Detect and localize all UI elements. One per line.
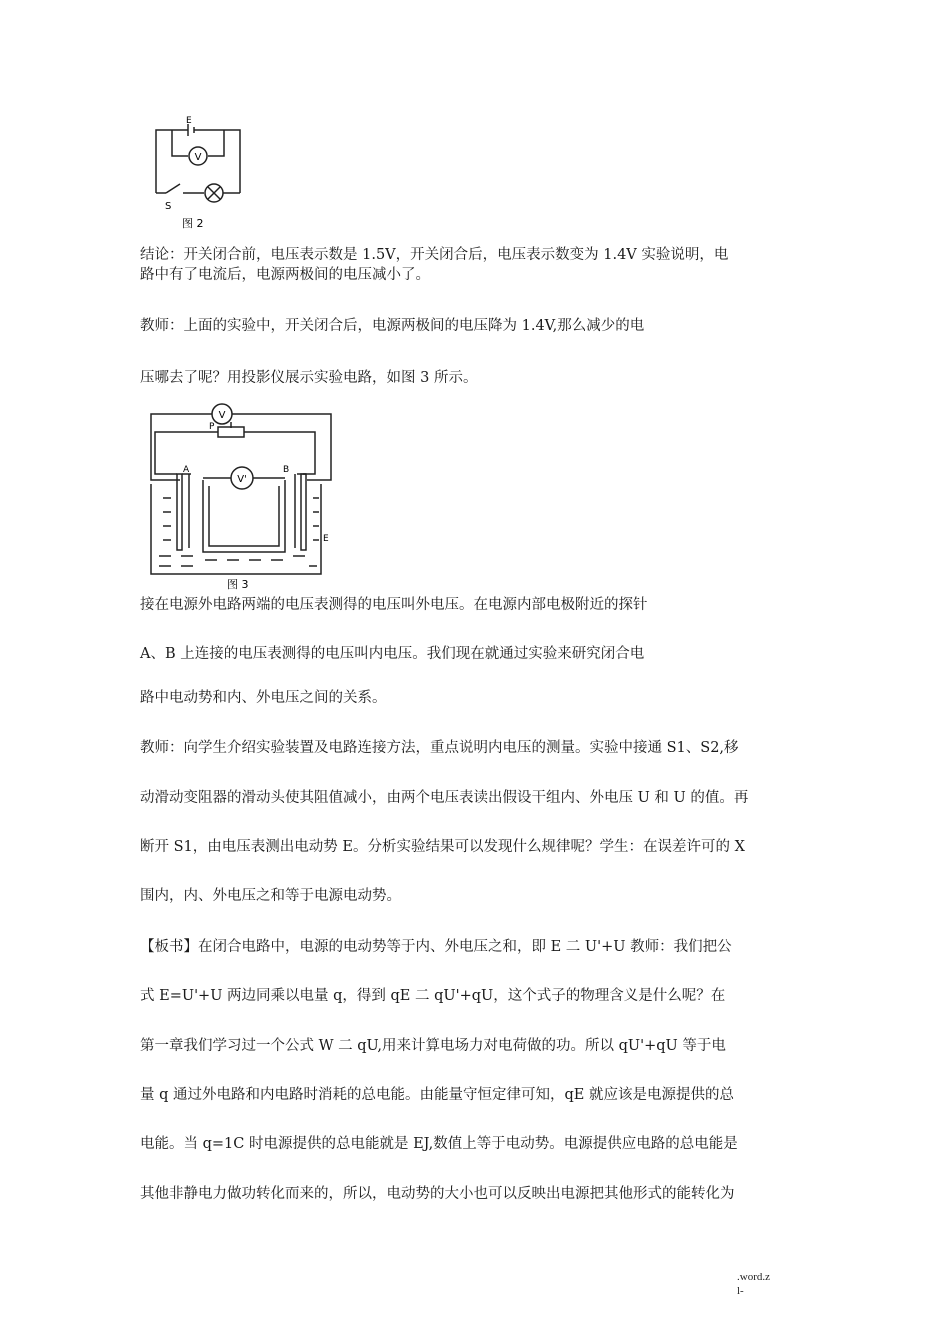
probe-label-B: B [283,465,290,475]
teacher-procedure-line-1: 教师：向学生介绍实验装置及电路连接方法，重点说明内电压的测量。实验中接通 S1、S2,移 [140,740,739,756]
definition-line-3: 路中电动势和内、外电压之间的关系。 [140,690,387,706]
top-voltmeter-label: V [218,410,226,421]
middle-voltmeter-label: V' [237,474,247,485]
voltmeter-label: V [194,152,202,163]
circuit-diagram-2 [150,115,250,235]
definition-line-2: A、B 上连接的电压表测得的电压叫内电压。我们现在就通过实验来研究闭合电 [140,646,645,662]
student-answer-line: 围内，内、外电压之和等于电源电动势。 [140,888,401,904]
source-label-E: E [323,534,329,544]
teacher-procedure-line-2: 动滑动变阻器的滑动头使其阻值减小，由两个电压表读出假设干组内、外电压 U 和 U 的值。再 [140,790,749,806]
board-note-line-6: 其他非静电力做功转化而来的，所以，电动势的大小也可以反映出电源把其他形式的能转化为 [140,1186,735,1202]
battery-label: E [186,116,192,126]
conclusion-line-1: 结论：开关闭合前，电压表示数是 1.5V，开关闭合后，电压表示数变为 1.4V 实验说明，电 [140,247,729,263]
footer-line-2: l- [737,1285,744,1297]
slider-label-P: P [209,422,215,432]
figure-3-caption: 图 3 [227,578,249,591]
switch-label: S [165,201,172,212]
board-note-line-2: 式 E=U'+U 两边同乘以电量 q，得到 qE 二 qU'+qU，这个式子的物理含义是什么呢？在 [140,988,726,1004]
board-note-line-3: 第一章我们学习过一个公式 W 二 qU,用来计算电场力对电荷做的功。所以 qU'+qU 等于电 [140,1038,726,1054]
board-note-line-5: 电能。当 q=1C 时电源提供的总电能就是 EJ,数值上等于电动势。电源提供应电路的总电能是 [140,1136,738,1152]
footer-line-1: .word.z [737,1271,770,1283]
teacher-procedure-line-3: 断开 S1，由电压表测出电动势 E。分析实验结果可以发现什么规律呢？学生：在误差许可的 X [140,839,745,855]
teacher-question-line-1: 教师：上面的实验中，开关闭合后，电源两极间的电压降为 1.4V,那么减少的电 [140,318,645,334]
board-note-line-4: 量 q 通过外电路和内电路时消耗的总电能。由能量守恒定律可知，qE 就应该是电源提供的总 [140,1087,734,1103]
circuit-diagram-3 [145,398,345,594]
figure-2-circuit [150,115,250,235]
definition-line-1: 接在电源外电路两端的电压表测得的电压叫外电压。在电源内部电极附近的探针 [140,597,648,613]
teacher-question-line-2: 压哪去了呢？用投影仪展示实验电路，如图 3 所示。 [140,370,478,386]
figure-3-circuit [145,398,345,594]
conclusion-line-2: 路中有了电流后，电源两极间的电压减小了。 [140,267,430,283]
board-note-line-1: 【板书】在闭合电路中，电源的电动势等于内、外电压之和，即 E 二 U'+U 教师：我们把公 [140,939,732,955]
figure-2-caption: 图 2 [182,217,204,230]
probe-label-A: A [183,465,190,475]
